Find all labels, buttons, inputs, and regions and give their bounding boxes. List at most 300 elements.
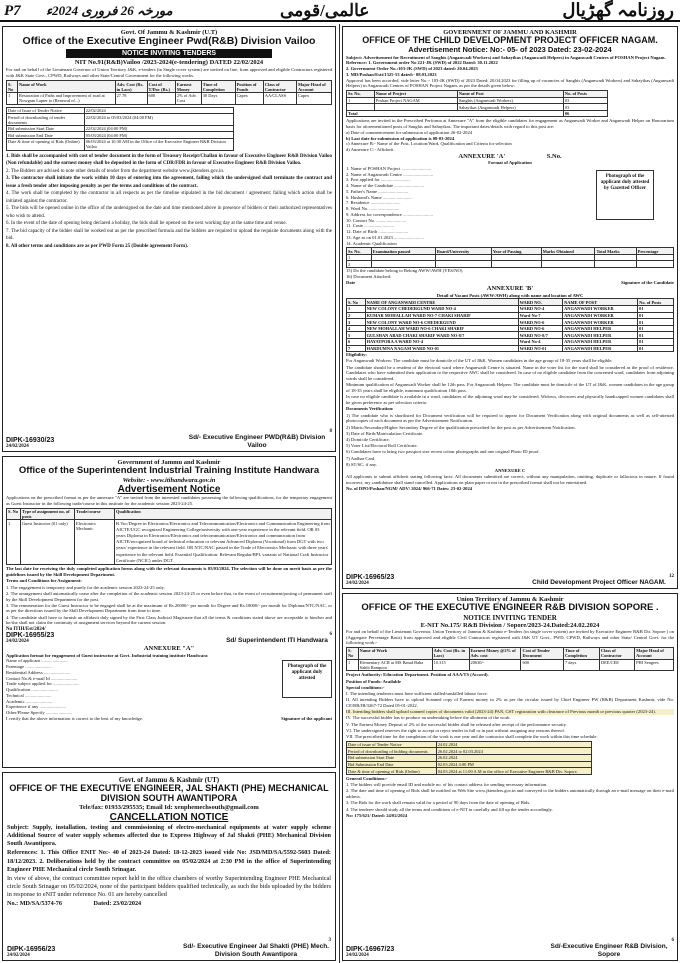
table-row <box>347 768 592 775</box>
table-cell: 27.78 <box>115 93 147 105</box>
table-cell: 1 <box>347 306 366 313</box>
table-cell: Restoration of Paths and Improvement of road at Nowgam Lapter to (Renewal of...) <box>18 93 116 105</box>
table-header: S. No <box>7 81 18 93</box>
ad-office-title: OFFICE OF THE EXECUTIVE ENGINEER R&B DIVISION SOPORE . <box>361 602 659 614</box>
ad-contact: Tele/fax: 01933/295535; Email Id: xenphemechsouth@gmail.com <box>79 803 259 811</box>
table-row <box>347 110 608 117</box>
form-label: Parentage <box>6 664 25 670</box>
ad-paragraph: V. The Earnest Money Deposit of 2% of the successful bidder shall be released after receipt of the performance security. <box>346 721 567 727</box>
table-cell: HARDUMNA NAGAM WARD NO-01 <box>365 345 518 352</box>
form-field: 13. Age as on 01.01.2023 .......................... <box>346 234 424 240</box>
table-row <box>347 748 592 755</box>
form-label: Caste <box>352 223 363 229</box>
ad-paragraph: 3. The contractor shall initiate the work within 10 days of entering into the agreement, failing which the undersigned shall terminate the contract and issue a fresh tender after imposing penalty as per the terms and conditions of the contract. <box>6 176 332 189</box>
table-cell: 6 <box>347 339 366 346</box>
table-cell: 05/03/2024 (04:00 PM) <box>84 132 233 139</box>
column-divider <box>339 24 340 963</box>
table-header: Class of Contractor <box>599 648 634 660</box>
ad-paragraph: 5) Voter List/Electoral Roll Certificate. <box>346 443 418 449</box>
schedule-table <box>6 107 234 151</box>
table-cell: DEE/CEE <box>599 659 634 671</box>
table-header: Earnest Money <box>175 81 201 93</box>
table-row <box>7 114 234 126</box>
ad-jal-shakti <box>2 772 336 961</box>
date-line: d) Annexure C:- Affidavit. <box>346 147 395 153</box>
ad-office-title: OFFICE OF THE EXECUTIVE ENGINEER, JAL SHAKTI (PHE) MECHANICAL DIVISION SOUTH AWANTIPORA <box>9 783 329 803</box>
table-cell: 03 <box>563 97 607 104</box>
table-cell: Date & time of opening of Bids (Online) <box>7 139 85 151</box>
table-row <box>347 339 674 346</box>
ad-subject: Subject: Supply, installation, testing and commissioning of electro-mechanical equipments at water supply scheme Additional Source of water supply schemes affected due to Express Highway of Jal Shakti (PHE) Mechanical Division South Awantipora. <box>7 824 331 848</box>
table-cell: Ward No-4 <box>518 339 563 346</box>
form-field: 6. Husband's Name .......................... <box>346 194 413 200</box>
ad-paragraph: III. Intending bidders shall upload scanned copies of documents valid (2023-24) PAN, GST registration with clearance of Previous month or previous quarter (2023-24). <box>346 709 674 715</box>
form-label: Contact No. <box>352 217 376 223</box>
ad-paragraph: 3) Date of Birth/Matriculation Certificate. <box>346 430 424 436</box>
table-cell: 04.03.2024 at 11:00 A.M in the office of Executive Engineer R&B Div. Sopore. <box>436 768 591 775</box>
extra-fields <box>346 268 674 279</box>
works-table <box>346 647 674 671</box>
table-row <box>347 97 608 104</box>
ad-gov-heading: Government of Jammu and Kashmir <box>117 459 221 466</box>
table-header: Major Head of Account <box>296 81 331 93</box>
table-cell: ANGANWADI WORKER <box>563 312 638 319</box>
form-label: Technical <box>6 692 24 698</box>
table-cell: 2% of Adv. Cost <box>175 93 201 105</box>
form-field: 1. Name of POSHAN Project .......................... <box>346 166 432 171</box>
dipk-number: DIPK-16965/23 <box>346 574 395 581</box>
table-cell: 03 <box>563 104 607 111</box>
works-table <box>6 80 332 104</box>
form-field: 16) Document Attached: <box>346 273 392 279</box>
form-field: 7. Residence .......................... <box>346 200 401 206</box>
date-line: a) Date of commencement for submission of application 26-02-2024 <box>346 129 473 135</box>
ad-paragraph: 6. In the event of the date of opening being declared a holiday, the bids shall be opened on the next working day at the same time and venue. <box>6 221 287 227</box>
table-cell <box>347 104 375 111</box>
dipk-number: DIPK-16955/23 <box>6 632 55 640</box>
ad-advertisement-number: Advertisement Notice: No:- 05- of 2023 Dated: 23-02-2024 <box>408 45 612 55</box>
ad-subject: Subject: Advertisement for Recruitment of Sanghis (Anganwadi Workers) and Sahayikas (Anganwadi Helpers) in Anganwadi Centres of POSHAN Project Nagam. <box>346 54 666 60</box>
table-header: Name of Post <box>457 91 563 98</box>
ad-footer <box>346 938 674 958</box>
dipk-date: 24/02/2024 <box>6 639 29 645</box>
ad-serial: 12 <box>669 573 674 579</box>
ad-serial: 6 <box>329 631 332 637</box>
table-header: S. No <box>347 648 359 660</box>
ad-paragraph: VII. The prescribed time for the completion of the work is one year and the contractor shall complete the work within this time schedule. <box>346 734 598 740</box>
form-field: Parentage ....................... <box>6 664 52 670</box>
table-cell: WARD NO-4 <box>518 306 563 313</box>
table-cell: ANGANWADI HELPER <box>563 325 638 332</box>
dipk-date: 24/02/2024 <box>346 953 369 958</box>
form-field: 8. Ward No. .......................... <box>346 206 400 212</box>
table-cell: 22/02/2024 <box>84 107 233 114</box>
sno-label: S.No. <box>546 152 562 160</box>
ad-paragraph: VI. The undersigned reserves the right to accept or reject tender in full or in part without assigning any reasons thereof. <box>346 727 566 733</box>
table-cell: 10.315 <box>432 659 469 671</box>
docs-title: Documents Verification: <box>346 406 394 412</box>
ad-paragraph: 4. The tenderer should study all the terms and conditions of e-NIT in carefully and fill up the tender accordingly. <box>346 806 553 812</box>
ad-paragraph: 6) Candidates have to bring two passport size recent colour photographs and one original Photo ID proof. <box>346 449 540 455</box>
form-field: Academic ....................... <box>6 698 53 704</box>
ad-paragraph: 2. The date and time of opening of Bids shall be notified on Web Site www.jktenders.gov.in and conveyed to the bidders automatically through an e-mail message on their e-mail address. <box>346 788 674 800</box>
ad-office-title: Office of the Superintendent Industrial Training Institute Handwara <box>18 465 320 477</box>
ad-paragraph: 2. The Bidders are advised to note other details of tender from the department website www.jktenders.gov.in. <box>6 168 225 174</box>
ad-body: In view of above, the contract committee report held in the office chambers of worthy Superintending Engineer PHE Mechanical circle South Srinagar on 05/02/2024, none of the participant bidders qualified technically, as such the bids uploaded by the bidders in response to eNIT under reference No. 01 are hereby cancelled <box>7 874 331 898</box>
application-form <box>6 658 332 715</box>
signatory: Sd/- Executive Engineer Jal Shakti (PHE) Mech. Division South Awantipora <box>183 943 329 958</box>
project-authority: Project Authority: Education Department. Position of AAA/TS (Accord). <box>346 672 489 678</box>
table-cell: Period of downloading of tender documents <box>7 114 85 126</box>
ad-references <box>346 60 674 77</box>
form-field: Experience if any ....................... <box>6 704 66 710</box>
form-label: Name of applicant <box>6 658 40 664</box>
table-header: Sr. No. <box>347 91 375 98</box>
form-label: Name of the Candidate <box>350 183 394 189</box>
table-row <box>347 761 592 768</box>
ad-approval: Approval has been accorded, vide letter No.:- 103-JK (SWD) of 2023 Dated: 20.04.2023 for filling up of vacancies of Sanghis (Anganwadi Workers) and Sahayikas (Anganwadi Helpers) in Anganwadi Centres of POSHAN Project Nagam, as per the details given below: <box>346 77 674 89</box>
table-cell: Poshan Project NAGAM <box>374 97 457 104</box>
table-row <box>7 520 332 565</box>
table-row <box>347 659 674 671</box>
table-cell: 01 <box>638 306 674 313</box>
ad-serial: 8 <box>329 429 332 435</box>
special-title: Special conditions:- <box>346 684 385 690</box>
ad-iti-handwara <box>2 456 336 768</box>
form-label: Residential Address <box>6 669 43 675</box>
ad-gov-heading: Govt. of Jammu & Kashmir (UT) <box>118 776 220 784</box>
ad-serial: 6 <box>671 938 674 944</box>
table-cell: 02.03.2024 4:00 PM <box>436 761 591 768</box>
masthead-date: مورخہ 26 فروری 2024ء <box>46 3 173 18</box>
table-cell: 01 <box>638 325 674 332</box>
table-cell: Ward No-7 <box>518 312 563 319</box>
schedule-table <box>346 741 592 775</box>
table-cell: B.Voc/Degree in Electronics/Electronics and Telecommunication/Electronics and Communication Engineering from AICTE/UGC recognized Engineering College/university with one-year experience in the relevant field. OR 03 years Diploma in Electronics/Electronics and telecommunication/Electronics and communication from AICTE/recognized board of technical education or relevant Advanced Diploma (Vocational) from DGT with two years' experience in the relevant field. OR NTC/NAC passed in the Trade of Electronics Mechanic with three years' experience in the relevant field. Essential Qualification: Relevant Regular/RPL variants of National Craft Instructor Certificate (NCIC) under DGT. <box>116 520 330 563</box>
date-line: c) Annexure B:- Name of the Post, Location/Ward, Qualification and Criteria for selection <box>346 141 512 147</box>
signatory: Sd/ Superintendent ITI Handwara <box>226 636 328 644</box>
form-label: Husband's Name <box>350 194 382 200</box>
signature-label: Signature of the Candidate <box>621 279 674 285</box>
section-title: عالمی/قومی <box>280 1 370 20</box>
table-row <box>347 345 674 352</box>
table-cell: 01 <box>638 345 674 352</box>
ad-office-title: Office of the Executive Engineer Pwd(R&B) Division Vailoo <box>22 35 316 48</box>
table-header: NAME OF ANGANWADI CENTRE <box>365 299 518 306</box>
ad-paragraph: 3. The remuneration for the Guest Instructor to be engaged shall be at the maximum of Rs.20000/- per month for Degree and Rs.18000/- per month for Diploma/NTC/NAC, or as per the directions issued by the Skill Development Department from time to time. <box>6 602 332 614</box>
table-header: Cost of Tender Document <box>521 648 564 660</box>
ad-paragraph: 7. The bid capacity of the bidder shall be worked out as per the prescribed formula and the bidders are required to upload the requisite documents along with the bid. <box>6 229 332 242</box>
ad-paragraph: 3. The Bids for the work shall remain valid for a period of 90 days from the date of opening of Bids. <box>346 800 531 806</box>
table-header: Sr. No. <box>347 248 372 255</box>
ad-title: CANCELLATION NOTICE <box>109 812 229 824</box>
table-header: Class of Contractor <box>263 81 296 93</box>
ad-rnb-sopore <box>342 593 678 961</box>
ad-paragraph: 5. The bids will be opened online in the office of the undersigned on the date and time mentioned above in presence of bidders or their authorized representatives who wish to attend. <box>6 206 332 219</box>
table-cell: 7 days <box>563 659 599 671</box>
table-row <box>7 125 234 132</box>
table-cell: 24.02.2024 <box>436 741 591 748</box>
dipk-number: DIPK-16930/23 <box>6 437 55 444</box>
ad-paragraph: 2. The arrangement shall automatically cease after the completion of the academic session 2023-24-25 or even before that, in the event of recruitment/posting of permanent staff by the Skill Development Department for the post. <box>6 590 332 602</box>
ad-paragraph: 1) The candidate who is shortlisted for Document verification will be required to appear for Document Verification along with original documents as well as self-attested photocopies of each document as per the Advertisement Notification. <box>346 412 674 424</box>
table-row <box>7 139 234 151</box>
masthead <box>0 0 680 22</box>
reference-line: 3. MD/Poshan/Estt/1325-53 dated:- 08.03.2023 <box>346 71 437 77</box>
ad-footer <box>346 574 674 586</box>
vacancy-table <box>346 298 674 352</box>
form-label: Academic Qualification <box>352 240 397 246</box>
table-cell: 1 <box>347 97 375 104</box>
form-label: Experience if any <box>6 704 39 710</box>
table-header: Time of Completion <box>201 81 235 93</box>
table-row <box>347 306 674 313</box>
ad-intro: For and on behalf of the Lieutenant Governor of Union Territory J&K, e-tenders (in Single cover system) are invited on line, from approved and eligible Contractors registered with J&K State Govt., CPWD, Railways and other State/Central Government for the following works. <box>6 67 332 78</box>
reference-line: 2. Government Order No.:103-JK (SWD) of 2023 dated: 20.04.2023 <box>346 66 478 72</box>
annexure-b-subtitle: Detail of Vacant Posts (AWW/AWH) along with name and location of AWC <box>436 292 584 298</box>
date-line: b) Last date for submission of application is 08-03-2024 <box>346 135 455 141</box>
table-cell: ANGANWADI WORKER <box>563 319 638 326</box>
form-field: 12. Date of Birth .......................... <box>346 229 409 235</box>
ad-references: References: 1. This Office ENIT No:- 40 of 2023-24 Dated: 18-12-2023 issued vide No: JSD/MD/SA/5592-5603 Dated: 18/12/2023. 2. Deliberations held by the contract committee on 05/02/2024 at 2:30 PM in the office of Superintending Engineer PHE Mechanical circle South Srinagar. <box>7 849 331 873</box>
table-cell: NEW MOHALLAH WARD NO-6 CHAKI SHARIF <box>365 325 518 332</box>
table-header: No. of Posts <box>563 91 607 98</box>
ad-intro: Applications on the prescribed format as per the annexure "A" are invited from the interested candidates possessing the following qualifications, for the temporary engagement as Guest Instructor in the following trade/course in this institute for the academic session 2023-24-25. <box>6 495 332 507</box>
form-field: 14. Academic Qualification <box>346 240 397 246</box>
table-cell: WARD NO-01 <box>518 345 563 352</box>
table-cell: 20630/- <box>469 659 521 671</box>
form-field: Other/Please Specify ....................... <box>6 710 73 715</box>
table-cell: WARD NO-8/7 <box>518 332 563 339</box>
ad-paragraph: II. All intending Bidders have to upload Scanned copy of Earnest money in 2% as per the circular issued by Chief Engineer PW (R&B) Department Kashmir, vide No. CE/RB/JB/3267-72 Dated 05-01-2022. <box>346 697 674 708</box>
table-header: Time of Completion <box>563 648 599 660</box>
table-cell: 26.02.2024 <box>436 755 591 762</box>
letter-number <box>7 900 331 907</box>
ad-paragraph: 4. The candidate shall have to furnish an affidavit duly signed by the First Class Judicial Magistrate that all the terms & conditions stated above are acceptable to him/her and he/she shall not claim the continuity of assignment services beyond the current session. <box>6 614 332 626</box>
photo-placeholder: Photograph of the applicant duly attested by Gazetted Officer <box>596 170 654 220</box>
table-cell: Date of issue of Tender Notice <box>347 741 437 748</box>
table-cell: 30 Days <box>201 93 235 105</box>
table-cell: Bid submission End Date <box>7 132 85 139</box>
form-field: 5. Father's Name .......................... <box>346 188 409 194</box>
table-cell: 01 <box>638 319 674 326</box>
letter-number: No ITIH/Est/2024/ <box>6 627 46 633</box>
form-declaration: I certify that the above information is correct to the best of my knowledge. <box>6 715 144 721</box>
table-header: Percentage <box>636 248 673 255</box>
table-cell: 7 <box>347 345 366 352</box>
table-header: Board/University <box>435 248 491 255</box>
eligibility-section <box>346 352 674 492</box>
application-form <box>346 166 674 246</box>
form-field: Qualification ....................... <box>6 687 58 693</box>
general-title: General Conditions:- <box>346 775 388 781</box>
newspaper-name: روزنامہ گھڑیال <box>562 0 674 20</box>
form-label: Age as on 01.01.2023 <box>352 234 393 240</box>
general-conditions <box>346 776 674 819</box>
table-cell: Capex <box>296 93 331 105</box>
table-cell: KUMAR MOHALLAH WARD NO-7 CHAKI SHARIF <box>365 312 518 319</box>
table-cell: Guest Instructor (01 only) <box>21 520 75 565</box>
table-cell: HAYATPORA A WARD NO-4 <box>365 339 518 346</box>
table-header: Type of assignment no. of posts <box>21 508 75 520</box>
table-cell: 3 <box>347 319 366 326</box>
table-cell: 5 <box>347 332 366 339</box>
ad-paragraph: 4. The work shall be completed by the contractor in all respects as per the timeline stipulated in the bid document / agreement; failing which action shall be initiated against the contractor. <box>6 191 332 204</box>
ad-paragraph: For Anganwadi Workers: The candidate must be domicile of the UT of J&K. Women candidates in the age group of 18-35 years shall be eligible. <box>346 358 613 364</box>
table-row <box>7 107 234 114</box>
nit-number: NIT No.91(R&B)Vailoo /2023-2024(e-tendering) DATED 22/02/2024 <box>74 59 264 67</box>
form-field: 15) Do the candidate belong to Belong AWW/AWH (YES/NO) <box>346 268 463 274</box>
ad-title: Advertisement Notice <box>117 484 221 496</box>
table-cell: Bid submission Start Date <box>7 125 85 132</box>
ad-body <box>6 566 332 626</box>
form-label: Contact No.& e-mail Id <box>6 675 50 681</box>
annexure-c-title: ANNEXURE C <box>494 468 526 474</box>
table-header: Examination passed <box>371 248 435 255</box>
annexure-subtitle: Format of Application <box>488 160 532 166</box>
table-cell: WARD NO-6 <box>518 319 563 326</box>
table-cell: 600 <box>147 93 175 105</box>
ad-paragraph: Minimum qualification of Anganwadi Worker shall be 12th pass. For Anganwadi Helpers: The candidate must be domicile of the UT of J&K, women candidates in the age group of 18-35 years shall be eligible, minimum qualification 10th pass. <box>346 382 674 394</box>
form-field: 2. Name of Anganwadi Centre .......................... <box>346 171 434 177</box>
notice-banner: NOTICE INVITING TENDERS <box>66 49 272 58</box>
table-header: Earnest Money @2% of Adv. cost <box>469 648 521 660</box>
form-label: Address for correspondence <box>350 211 402 217</box>
reference-line: Reference: 1. Government order No 221-JK (SWD) of 2022 Dated: 30.11.2022 <box>346 60 498 66</box>
table-cell: 22/02/2024 (04:00 PM) <box>84 125 233 132</box>
table-cell: Bid Submission End Date <box>347 761 437 768</box>
form-label: Name of POSHAN Project <box>350 166 401 171</box>
form-label: Date of Birth <box>352 229 378 235</box>
annexure-b-title: ANNEXURE 'B' <box>486 285 534 293</box>
table-header-row <box>347 648 674 660</box>
table-header: Total Marks <box>595 248 636 255</box>
table-cell: ANGANWADI HELPER <box>563 332 638 339</box>
table-header: Year of Passing <box>491 248 541 255</box>
table-cell: 26.02.2024 to 02.03.2024 <box>436 748 591 755</box>
table-cell: 1 <box>7 93 18 105</box>
form-field: Contact No.& e-mail Id ....................... <box>6 675 78 681</box>
page-number: P7 <box>4 3 21 19</box>
table-cell: 01 <box>638 332 674 339</box>
posts-table <box>6 508 332 566</box>
form-field: Trade subject applied for ....................... <box>6 681 80 687</box>
table-cell: PHI Sengees <box>635 659 674 671</box>
important-dates <box>346 130 674 153</box>
table-cell: WARD NO-6 <box>518 325 563 332</box>
table-header: Name of Work <box>18 81 116 93</box>
annexure-title: ANNEXURE "A" <box>143 645 195 653</box>
posts-table <box>346 90 608 117</box>
ad-body <box>346 672 674 740</box>
ad-paragraph: 7) Aadhar Card. <box>346 455 376 461</box>
photo-placeholder: Photograph of the applicant duly attested <box>282 660 332 698</box>
table-row <box>7 132 234 139</box>
table-row <box>347 332 674 339</box>
date-label: Date <box>346 279 356 285</box>
table-header: Name of Project <box>374 91 457 98</box>
table-header-row <box>347 91 608 98</box>
ad-paragraph: 1. The bidders will provide email ID and mobile no. of his contact address for sending necessary information. <box>346 782 548 788</box>
table-row <box>347 104 608 111</box>
ad-office-title: OFFICE OF THE CHILD DEVELOPMENT PROJECT OFFICER NAGAM. <box>362 35 658 46</box>
table-header: Qualification <box>115 508 332 520</box>
table-cell: 1 <box>7 520 21 565</box>
table-cell: Bid submission Start Date <box>347 755 437 762</box>
table-header: NAME OF POST <box>563 299 638 306</box>
table-cell: 06/03/2024 at 10:30 AM in the Office of the Executive Engineer R&B Division Vailoo <box>84 139 233 151</box>
form-label: Academic <box>6 698 25 704</box>
form-field: 10. Contact No. .......................... <box>346 217 407 223</box>
table-header: Trade/course <box>75 508 115 520</box>
dipk-date: 24/02/2024 <box>6 444 29 449</box>
form-field: 3. Post applied for .......................... <box>346 177 411 183</box>
annexure-subtitle: Application format for engagement of Guest instructor at Govt. Industrial training institute Handwara <box>6 652 208 658</box>
qualification-table <box>346 247 674 268</box>
form-label: Post applied for <box>350 177 380 183</box>
ad-paragraph: 8. All other terms and conditions are as per PWD Form 25 (Double agreement Form). <box>6 244 189 250</box>
letter-number: No: 175/621/ Dated: 24/02/2024 <box>346 812 408 818</box>
ad-paragraph: In case no eligible candidate is available in a ward, candidates of the adjoining ward may be considered. Widows, divorcees and physically handicapped women candidates shall be given preference as per selection criteria. <box>346 394 674 406</box>
ad-footer <box>6 627 332 644</box>
table-cell: Total <box>347 110 564 117</box>
ad-paragraph: The last date for receiving the duly completed application forms along with the relevant documents is 05/03/2024. The selection will be done on merit basis as per the guidelines issued by the Skill Development Department. <box>6 566 332 578</box>
ad-intro: For and on behalf of the Lieutenant Governor, Union Territory of Jammu & Kashmir e-Tenders (in single cover system) are invited by Executive Engineer R&B Dir. Sopore ) on (Aggregate Percentage Basis) from approved and eligible Civil Contractors registered with J&K UT Govt., PWD, CPWD, Railways and other State/ Central Govt. for the following work:- <box>346 628 674 646</box>
ad-paragraph: 8) ST/SC, if any. <box>346 461 377 467</box>
table-cell: GULSHAN ABAD CHAKI SHARIF WARD NO-8/7 <box>365 332 518 339</box>
dipk-number: DIPK-16967/23 <box>346 946 395 953</box>
dipk-date: 24/02/2024 <box>346 581 369 586</box>
table-header: S. No <box>7 508 21 520</box>
table-cell: Sanghis (Anganwadi Workers) <box>457 97 563 104</box>
annexure-title <box>346 153 674 160</box>
signatory: Sd/- Executive Engineer PWD(R&B) Division Vailoo <box>188 434 326 449</box>
ad-serial: 3 <box>328 938 331 944</box>
table-cell: Elementary ACR at MS Batud Baba Sahib Rampora <box>358 659 432 671</box>
table-header-row <box>347 299 674 306</box>
form-label: Name of Anganwadi Centre <box>350 171 403 177</box>
table-cell: 4 <box>347 325 366 332</box>
form-field: Technical ....................... <box>6 692 52 698</box>
table-cell: 06 <box>563 110 607 117</box>
form-label: Other/Please Specify <box>6 710 45 715</box>
letter-date: Dated: 23/02/2024 <box>93 899 142 907</box>
table-cell: ANGANWADI WORKER <box>563 306 638 313</box>
form-label: Qualification <box>6 687 31 693</box>
form-field: 11. Caste .......................... <box>346 223 394 229</box>
table-header-row <box>7 508 332 520</box>
table-cell: 01 <box>638 312 674 319</box>
ad-website: Website: - www.itihandwara.gov.in <box>122 476 216 484</box>
ad-body-intro: Applications are invited in the Prescribed Performa at Annexure "A" from the eligible candidates for engagement as Anganwadi Worker and Anganwadi Helper on Honorarium basis for aforementioned posts of Sanghis and Sahayikas. The important dates/details with regard to this post are: <box>346 118 674 130</box>
ad-paragraph: 4) Domicile Certificate. <box>346 437 390 442</box>
dipk-date: 24/02/2024 <box>7 953 30 958</box>
form-fields <box>346 166 590 246</box>
table-header: S. No <box>347 299 366 306</box>
table-row <box>347 261 674 268</box>
eligibility-title: Eligibility: <box>346 352 367 358</box>
ad-paragraph: 1. The engagement is temporary and purely for the academic session 2023-24-25 only. <box>6 584 165 590</box>
ad-footer <box>7 938 331 958</box>
form-field: Residential Address ....................... <box>6 669 71 675</box>
table-cell: ANGANWADI HELPER <box>563 339 638 346</box>
position-of-funds: Position of Funds: Available <box>346 678 401 684</box>
nit-number: E-NIT No.175/ R&B Division / Sopore/2023-24.Dated:24.02.2024 <box>420 621 600 629</box>
letter-no: No.: MD/SA/5374-76 <box>7 899 62 907</box>
ad-gov-heading: GOVERNMENT OF JAMMU AND KASHMIR <box>443 29 577 36</box>
table-header: Major Head of Account <box>635 648 674 660</box>
notice-title: NOTICE INVITING TENDER <box>463 613 557 622</box>
